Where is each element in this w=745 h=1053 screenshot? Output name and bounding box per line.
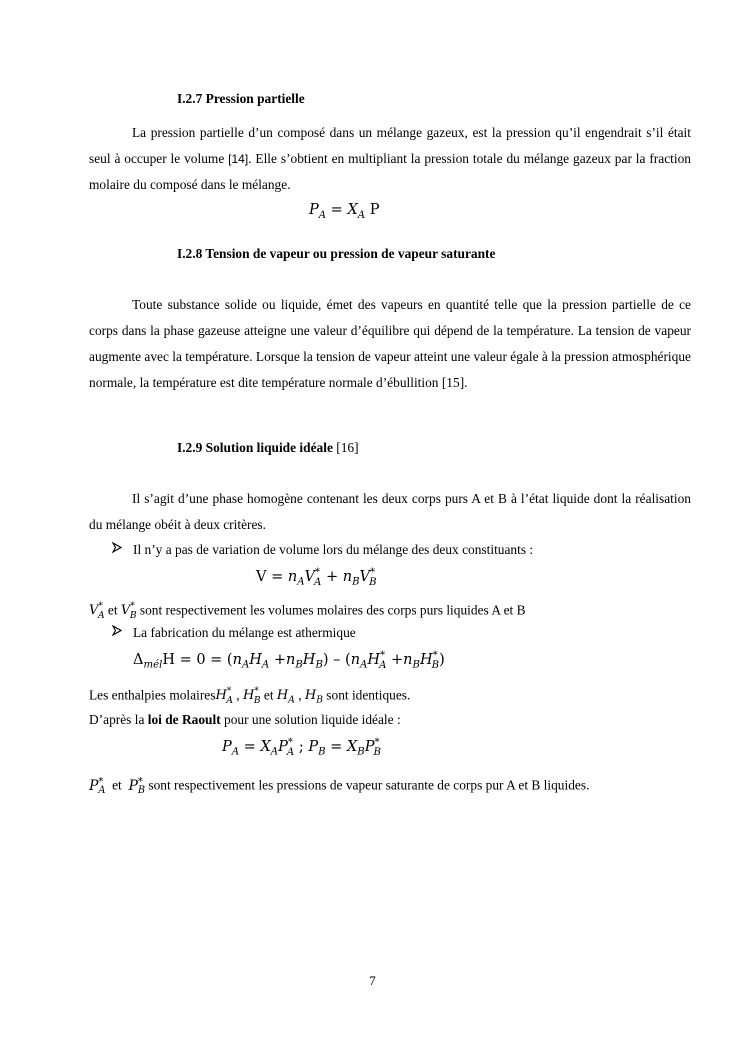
- paragraph-ideal-solution: Il s’agit d’une phase homogène contenant les deux corps purs A et B à l’état liquide dont la réalisation du mélange obéit à deux critères.: [89, 491, 691, 532]
- paragraph-vapour-pressure: Toute substance solide ou liquide, émet des vapeurs en quantité telle que la pression partielle de ce corps dans la phase gazeuse atteigne une valeur d’équilibre qui dépend de la température. La tension de vapeur augmente avec la température. Lorsque la tension de vapeur atteint une valeur égale à la pression atmosphérique normale, la température est dite température normale d’ébullition [15].: [89, 297, 691, 390]
- raoult-text: D’après la: [89, 712, 148, 727]
- statement-text: Les enthalpies molaires: [89, 687, 216, 703]
- enthalpies-statement: Les enthalpies molairesH*$_A$ , $H^*_B$ et $H_A$ , $H_B$ sont identiques.: [89, 687, 411, 706]
- volumes-definition: $V^*_A$ et $V^*_B$ sont respectivement les volumes molaires des corps purs liquides A et B: [89, 602, 526, 621]
- conjunction-text: et: [107, 602, 118, 618]
- raoult-text: pour une solution liquide idéale :: [220, 712, 401, 727]
- section-heading-1-2-9: [177, 435, 359, 461]
- pressures-definition: $P^*_A$ et $P^*_B$ sont respectivement les pressions de vapeur saturante de corps pur A et B liquides.: [89, 776, 590, 797]
- section-heading-1-2-7: I.2.7 Pression partielle: [177, 91, 305, 106]
- equation-volume: $V = n_AV^*_A + n_BV^*_B$: [256, 567, 377, 588]
- definition-text: sont respectivement les pressions de vapeur saturante de corps pur A et B liquides.: [148, 777, 590, 793]
- heading-text: I.2.9 Solution liquide idéale: [177, 440, 333, 455]
- bullet-item-volume: Il n’y a pas de variation de volume lors du mélange des deux constituants :: [133, 542, 534, 557]
- arrow-bullet-icon: [112, 542, 122, 557]
- paragraph-text: . Elle s’obtient en multipliant la pression totale du mélange gazeux par la fraction molaire du composé dans le mélange.: [89, 151, 691, 192]
- equation-raoult: $P_A = X_AP^*_A$ ; $P_B = X_BP^*_B$: [222, 737, 381, 758]
- definition-text: sont respectivement les volumes molaires des corps purs liquides A et B: [139, 602, 526, 618]
- raoult-intro: [89, 707, 401, 733]
- equation-enthalpy: $\Delta_{mél}H = 0 = (n_AH_A +n_BH_B) - (n_AH^*_A +n_BH^*_B)$: [133, 650, 445, 671]
- raoult-law-name: loi de Raoult: [147, 712, 221, 727]
- conjunction-text: et: [112, 777, 122, 793]
- paragraph-partial-pressure: [89, 120, 691, 198]
- arrow-bullet-icon: [112, 625, 122, 640]
- citation-ref: [14]: [228, 152, 249, 166]
- statement-text: sont identiques.: [326, 687, 411, 703]
- paragraph-text: La pression partielle d’un composé dans un mélange gazeux, est la pression qu’il engendrait s’il était seul à occuper le volume: [89, 125, 691, 166]
- conjunction-text: et: [263, 687, 274, 703]
- page-number: 7: [369, 973, 376, 988]
- section-heading-1-2-8: I.2.8 Tension de vapeur ou pression de vapeur saturante: [177, 246, 496, 261]
- equation-partial-pressure: $P_A = X_A$ P: [309, 202, 380, 221]
- citation-ref: [16]: [336, 440, 359, 455]
- bullet-item-athermic: La fabrication du mélange est athermique: [133, 625, 356, 640]
